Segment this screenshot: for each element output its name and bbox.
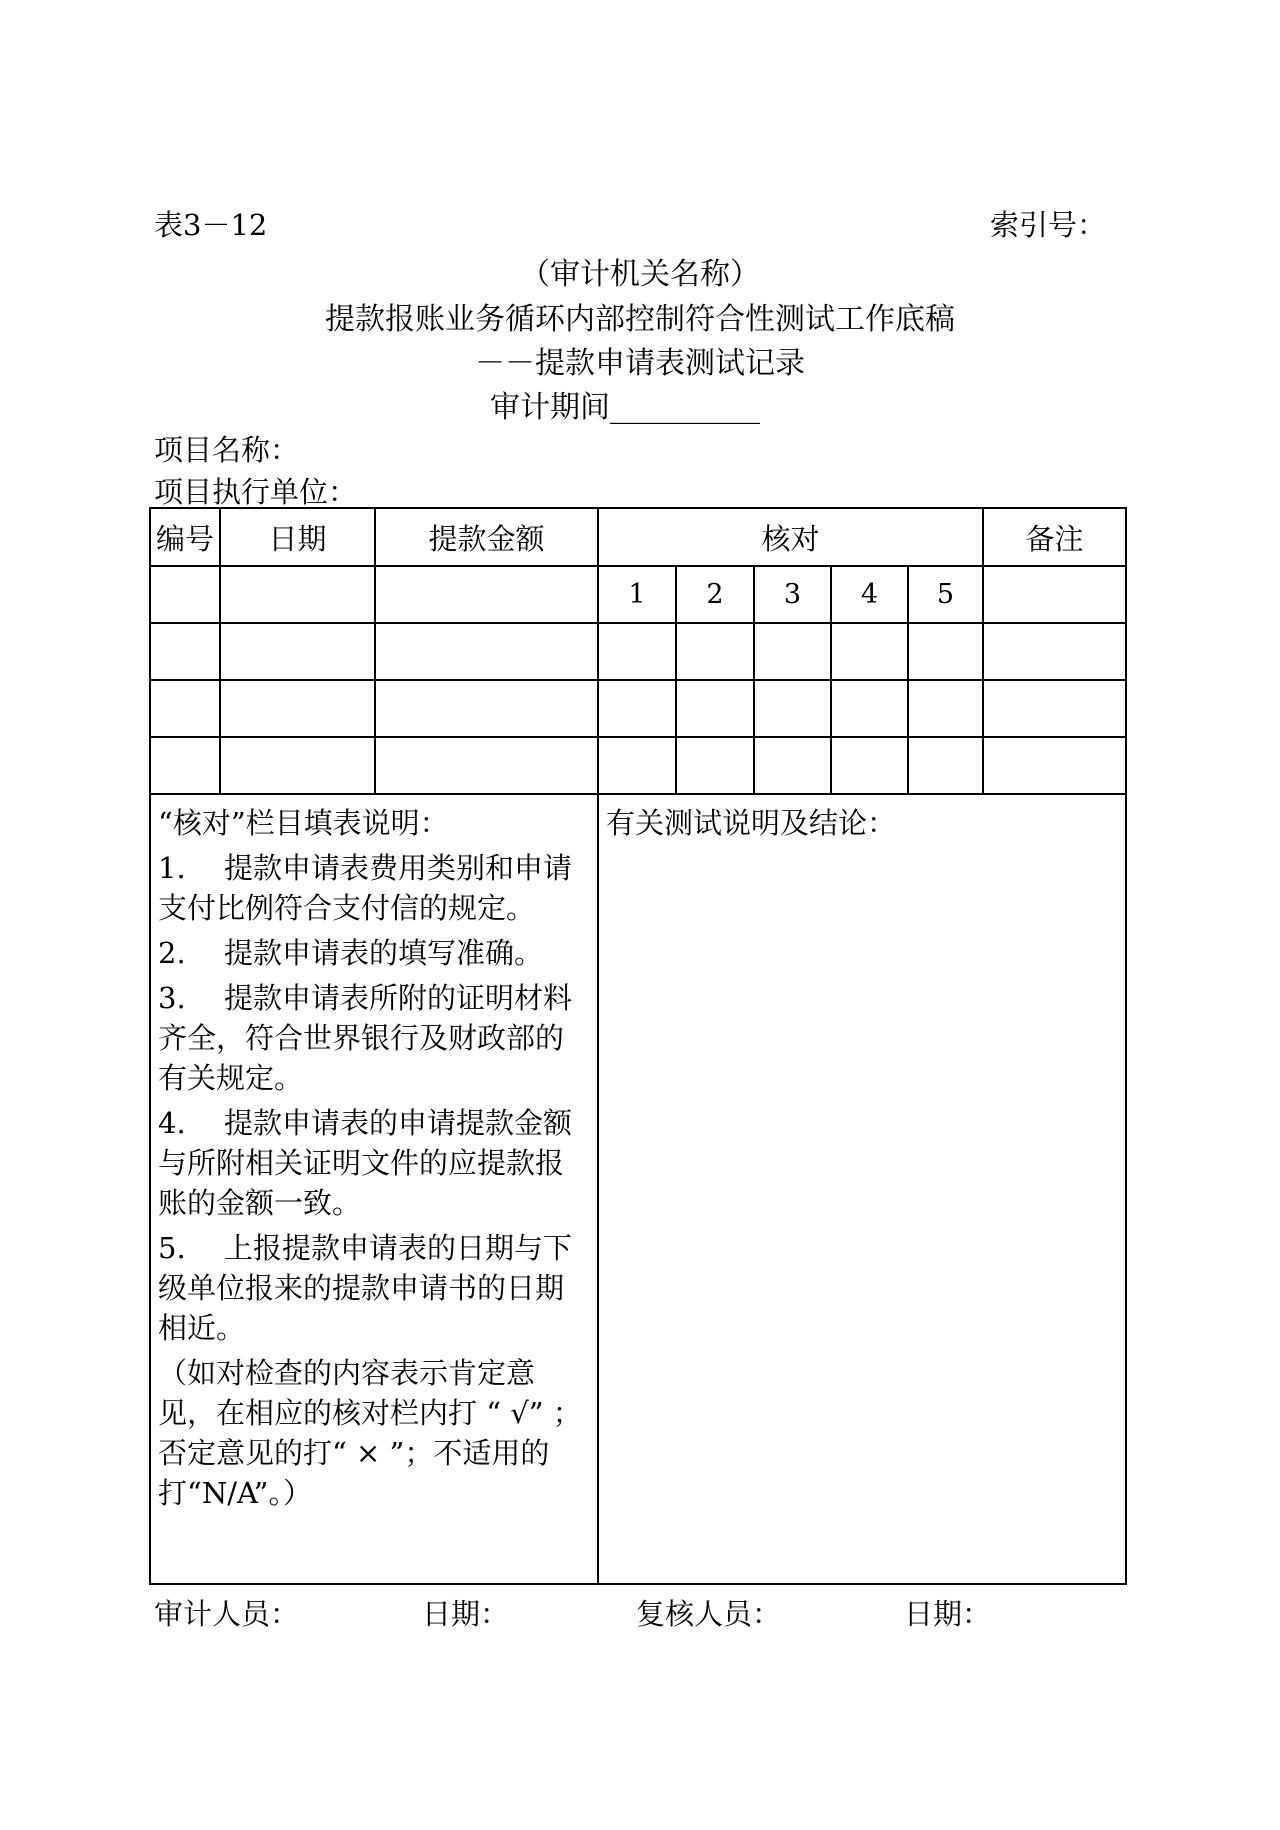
check-column-5: 5 xyxy=(908,566,983,623)
notes-row xyxy=(150,794,1126,1584)
conclusion-label: 有关测试说明及结论： xyxy=(606,806,897,840)
check-column-2: 2 xyxy=(676,566,754,623)
note-item-text: 上报提款申请表的日期与下级单位报来的提款申请书的日期相近。 xyxy=(158,1231,573,1345)
note-item-number: 1. xyxy=(158,851,186,885)
check-column-3: 3 xyxy=(754,566,831,623)
table-row xyxy=(150,680,1126,737)
row-amount-cell[interactable] xyxy=(375,680,598,737)
row-remarks-cell[interactable] xyxy=(983,623,1126,680)
row-number-cell[interactable] xyxy=(150,737,220,794)
row-check-cell[interactable] xyxy=(676,737,754,794)
row-check-cell[interactable] xyxy=(831,737,908,794)
note-item-number: 3. xyxy=(158,981,186,1015)
audit-period xyxy=(490,382,760,426)
project-name-label: 项目名称： xyxy=(154,433,300,467)
note-item-number: 5. xyxy=(158,1231,186,1265)
index-number-label: 索引号： xyxy=(990,208,1107,242)
audit-period-blank[interactable]: __________ xyxy=(610,390,760,425)
table-number: 表3－12 xyxy=(154,208,268,242)
note-item-2 xyxy=(158,933,591,973)
audit-org-name: （审计机关名称） xyxy=(520,257,760,292)
project-unit-label: 项目执行单位： xyxy=(154,475,358,509)
note-item-text: 提款申请表费用类别和申请支付比例符合支付信的规定。 xyxy=(158,851,573,925)
row-remarks-cell[interactable] xyxy=(983,680,1126,737)
row-number-cell[interactable] xyxy=(150,623,220,680)
row-date-cell[interactable] xyxy=(220,623,375,680)
row-check-cell[interactable] xyxy=(908,680,983,737)
row-check-cell[interactable] xyxy=(754,737,831,794)
check-column-4: 4 xyxy=(831,566,908,623)
row-amount-cell[interactable] xyxy=(375,737,598,794)
review-date-label: 日期： xyxy=(904,1597,992,1631)
table-row xyxy=(150,623,1126,680)
table-header-row xyxy=(150,508,1126,566)
header-check: 核对 xyxy=(598,508,983,566)
document-subtitle: －－提款申请表测试记录 xyxy=(475,346,805,381)
document-title: 提款报账业务循环内部控制符合性测试工作底稿 xyxy=(325,302,955,337)
note-item-4 xyxy=(158,1103,591,1223)
row-check-cell[interactable] xyxy=(908,623,983,680)
row-date-cell[interactable] xyxy=(220,680,375,737)
check-column-1: 1 xyxy=(598,566,676,623)
row-check-cell[interactable] xyxy=(831,680,908,737)
row-check-cell[interactable] xyxy=(831,623,908,680)
row-check-cell[interactable] xyxy=(598,623,676,680)
note-item-5 xyxy=(158,1228,591,1348)
reviewer-label: 复核人员： xyxy=(636,1597,782,1631)
test-record-table xyxy=(149,507,1127,1585)
conclusion-cell[interactable] xyxy=(598,794,1126,1584)
notes-cell xyxy=(150,794,598,1584)
note-item-text: 提款申请表的填写准确。 xyxy=(224,936,544,970)
row-check-cell[interactable] xyxy=(598,680,676,737)
row-amount-cell[interactable] xyxy=(375,623,598,680)
check-instructions xyxy=(151,795,597,1513)
table-row xyxy=(150,737,1126,794)
header-amount: 提款金额 xyxy=(375,508,598,566)
row-check-cell[interactable] xyxy=(908,737,983,794)
audit-date-label: 日期： xyxy=(422,1597,510,1631)
row-check-cell[interactable] xyxy=(676,623,754,680)
audit-period-label: 审计期间 xyxy=(490,390,610,425)
cell[interactable] xyxy=(150,566,220,623)
cell[interactable] xyxy=(375,566,598,623)
row-check-cell[interactable] xyxy=(598,737,676,794)
auditor-label: 审计人员： xyxy=(154,1597,300,1631)
notes-footnote: （如对检查的内容表示肯定意见，在相应的核对栏内打 “ √” ；否定意见的打“ × ”；不适用的打“N/A”。） xyxy=(158,1356,582,1510)
row-check-cell[interactable] xyxy=(754,680,831,737)
notes-title: “核对”栏目填表说明： xyxy=(158,806,449,840)
row-check-cell[interactable] xyxy=(676,680,754,737)
header-date: 日期 xyxy=(220,508,375,566)
header-remarks: 备注 xyxy=(983,508,1126,566)
row-number-cell[interactable] xyxy=(150,680,220,737)
check-number-row xyxy=(150,566,1126,623)
note-item-text: 提款申请表的申请提款金额与所附相关证明文件的应提款报账的金额一致。 xyxy=(158,1106,573,1220)
note-item-number: 2. xyxy=(158,936,186,970)
note-item-text: 提款申请表所附的证明材料齐全，符合世界银行及财政部的有关规定。 xyxy=(158,981,573,1095)
header-number: 编号 xyxy=(150,508,220,566)
cell[interactable] xyxy=(220,566,375,623)
row-remarks-cell[interactable] xyxy=(983,737,1126,794)
note-item-1 xyxy=(158,848,591,928)
row-date-cell[interactable] xyxy=(220,737,375,794)
cell[interactable] xyxy=(983,566,1126,623)
note-item-number: 4. xyxy=(158,1106,186,1140)
row-check-cell[interactable] xyxy=(754,623,831,680)
note-item-3 xyxy=(158,978,591,1098)
